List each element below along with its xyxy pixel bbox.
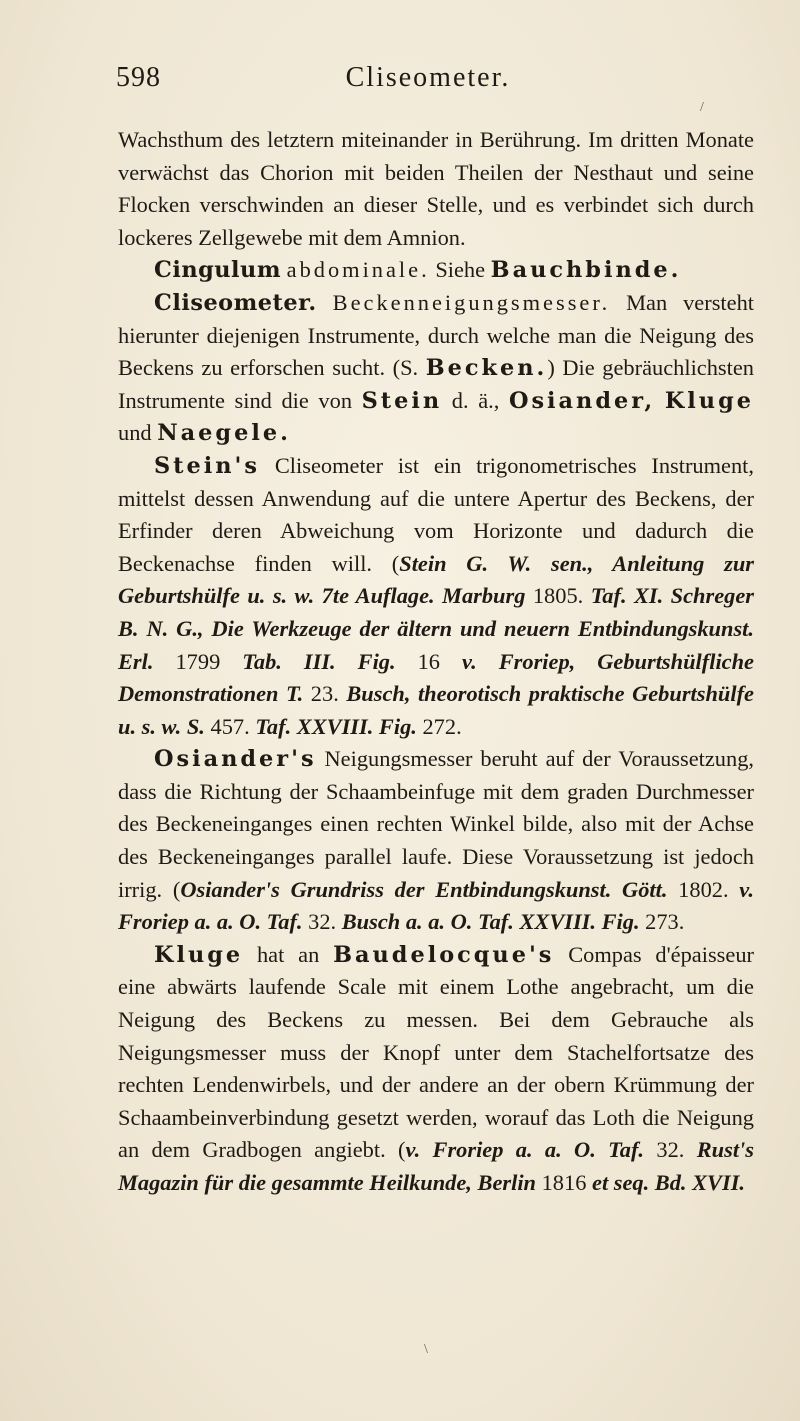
citation: Busch, theorotisch praktische Geburtshülfe u. s. w. S.: [118, 681, 754, 739]
citation: v. Froriep a. a. O. Taf.: [118, 876, 754, 935]
citation: Rust's Magazin für die gesammte Heilkunde, Berlin: [118, 1137, 754, 1195]
entry-cliseometer: Cliseometer. Beckenneigungsmesser. Man versteht hierunter diejenigen Instrumente, durch welche man die Neigung des Beckens zu erforschen sucht. (S. Becken.) Die gebräuchlichsten Instrumente sind die von Stein d. ä., Osiander, Kluge und Naegele.: [118, 289, 754, 447]
running-title: Cliseometer.: [345, 62, 511, 93]
citation: Osiander's Grundriss der Entbindungskunst. Gött.: [180, 876, 668, 902]
citation: Taf. XI. Schreger B. N. G., Die Werkzeuge der ältern und neuern Entbindungskunst. Erl.: [118, 583, 754, 674]
citation: v. Froriep a. a. O. Taf.: [405, 1137, 645, 1163]
citation: Taf. XXVIII. Fig.: [255, 713, 417, 739]
page-number: 598: [116, 62, 161, 93]
entry-headword: Cingulum: [154, 257, 282, 284]
citation: Stein G. W. sen., Anleitung zur Geburtshülfe u. s. w. 7te Auflage. Marburg: [118, 550, 754, 609]
cross-reference: Becken.: [425, 355, 548, 382]
paragraph-kluge: Kluge hat an Baudelocque's Compas d'épaisseur eine abwärts laufende Scale mit einem Lothe angebracht, um die Neigung des Beckens zu messen. Bei dem Gebrauche als Neigungsmesser muss der Knopf unter dem Stachelfortsatze des rechten Lendenwirbels, und der andere an der obern Krümmung der Schaambeinverbindung gesetzt werden, worauf das Loth die Neigung an dem Gradbogen angiebt. (v. Froriep a. a. O. Taf. 32. Rust's Magazin für die gesammte Heilkunde, Berlin 1816 et seq. Bd. XVII.: [118, 941, 754, 1195]
entry-cingulum: Cingulum abdominale. Siehe Bauchbinde.: [154, 257, 682, 284]
margin-backslash: \: [424, 1342, 428, 1357]
paragraph-osiander: Osiander's Neigungsmesser beruht auf der Voraussetzung, dass die Richtung der Schaambeinfuge mit dem graden Durchmesser des Beckeneinganges einen rechten Winkel bilde, also mit der Achse des Beckeneinganges parallel laufe. Diese Voraussetzung ist jedoch irrig. (Osiander's Grundriss der Entbindungskunst. Gött. 1802. v. Froriep a. a. O. Taf. 32. Busch a. a. O. Taf. XXVIII. Fig. 273.: [118, 746, 754, 935]
paragraph-continuation: Wachsthum des letztern miteinander in Berührung. Im dritten Monate verwächst das Chorion mit beiden Theilen der Nesthaut und seine Flocken verschwinden an dieser Stelle, und es verbindet sich durch lockeres Zellgewebe mit dem Amnion.: [118, 127, 754, 250]
entry-headword: Cliseometer.: [154, 289, 317, 316]
citation: et seq. Bd. XVII.: [592, 1170, 746, 1195]
body-text: [118, 124, 754, 1200]
citation: Tab. III. Fig.: [242, 648, 396, 674]
margin-slash: /: [700, 100, 704, 115]
running-head: [116, 62, 740, 102]
citation: Busch a. a. O. Taf. XXVIII. Fig.: [341, 909, 640, 935]
cross-reference: Bauchbinde.: [490, 257, 682, 284]
paragraph-stein: Stein's Cliseometer ist ein trigonometrisches Instrument, mittelst dessen Anwendung auf die untere Apertur des Beckens, der Erfinder deren Abweichung vom Horizonte und dadurch die Beckenachse finden will. (Stein G. W. sen., Anleitung zur Geburtshülfe u. s. w. 7te Auflage. Marburg 1805. Taf. XI. Schreger B. N. G., Die Werkzeuge der ältern und neuern Entbindungskunst. Erl. 1799 Tab. III. Fig. 16 v. Froriep, Geburtshülfliche Demonstrationen T. 23. Busch, theorotisch praktische Geburtshülfe u. s. w. S. 457. Taf. XXVIII. Fig. 272.: [118, 452, 754, 739]
citation: v. Froriep, Geburtshülfliche Demonstrationen T.: [118, 648, 754, 707]
